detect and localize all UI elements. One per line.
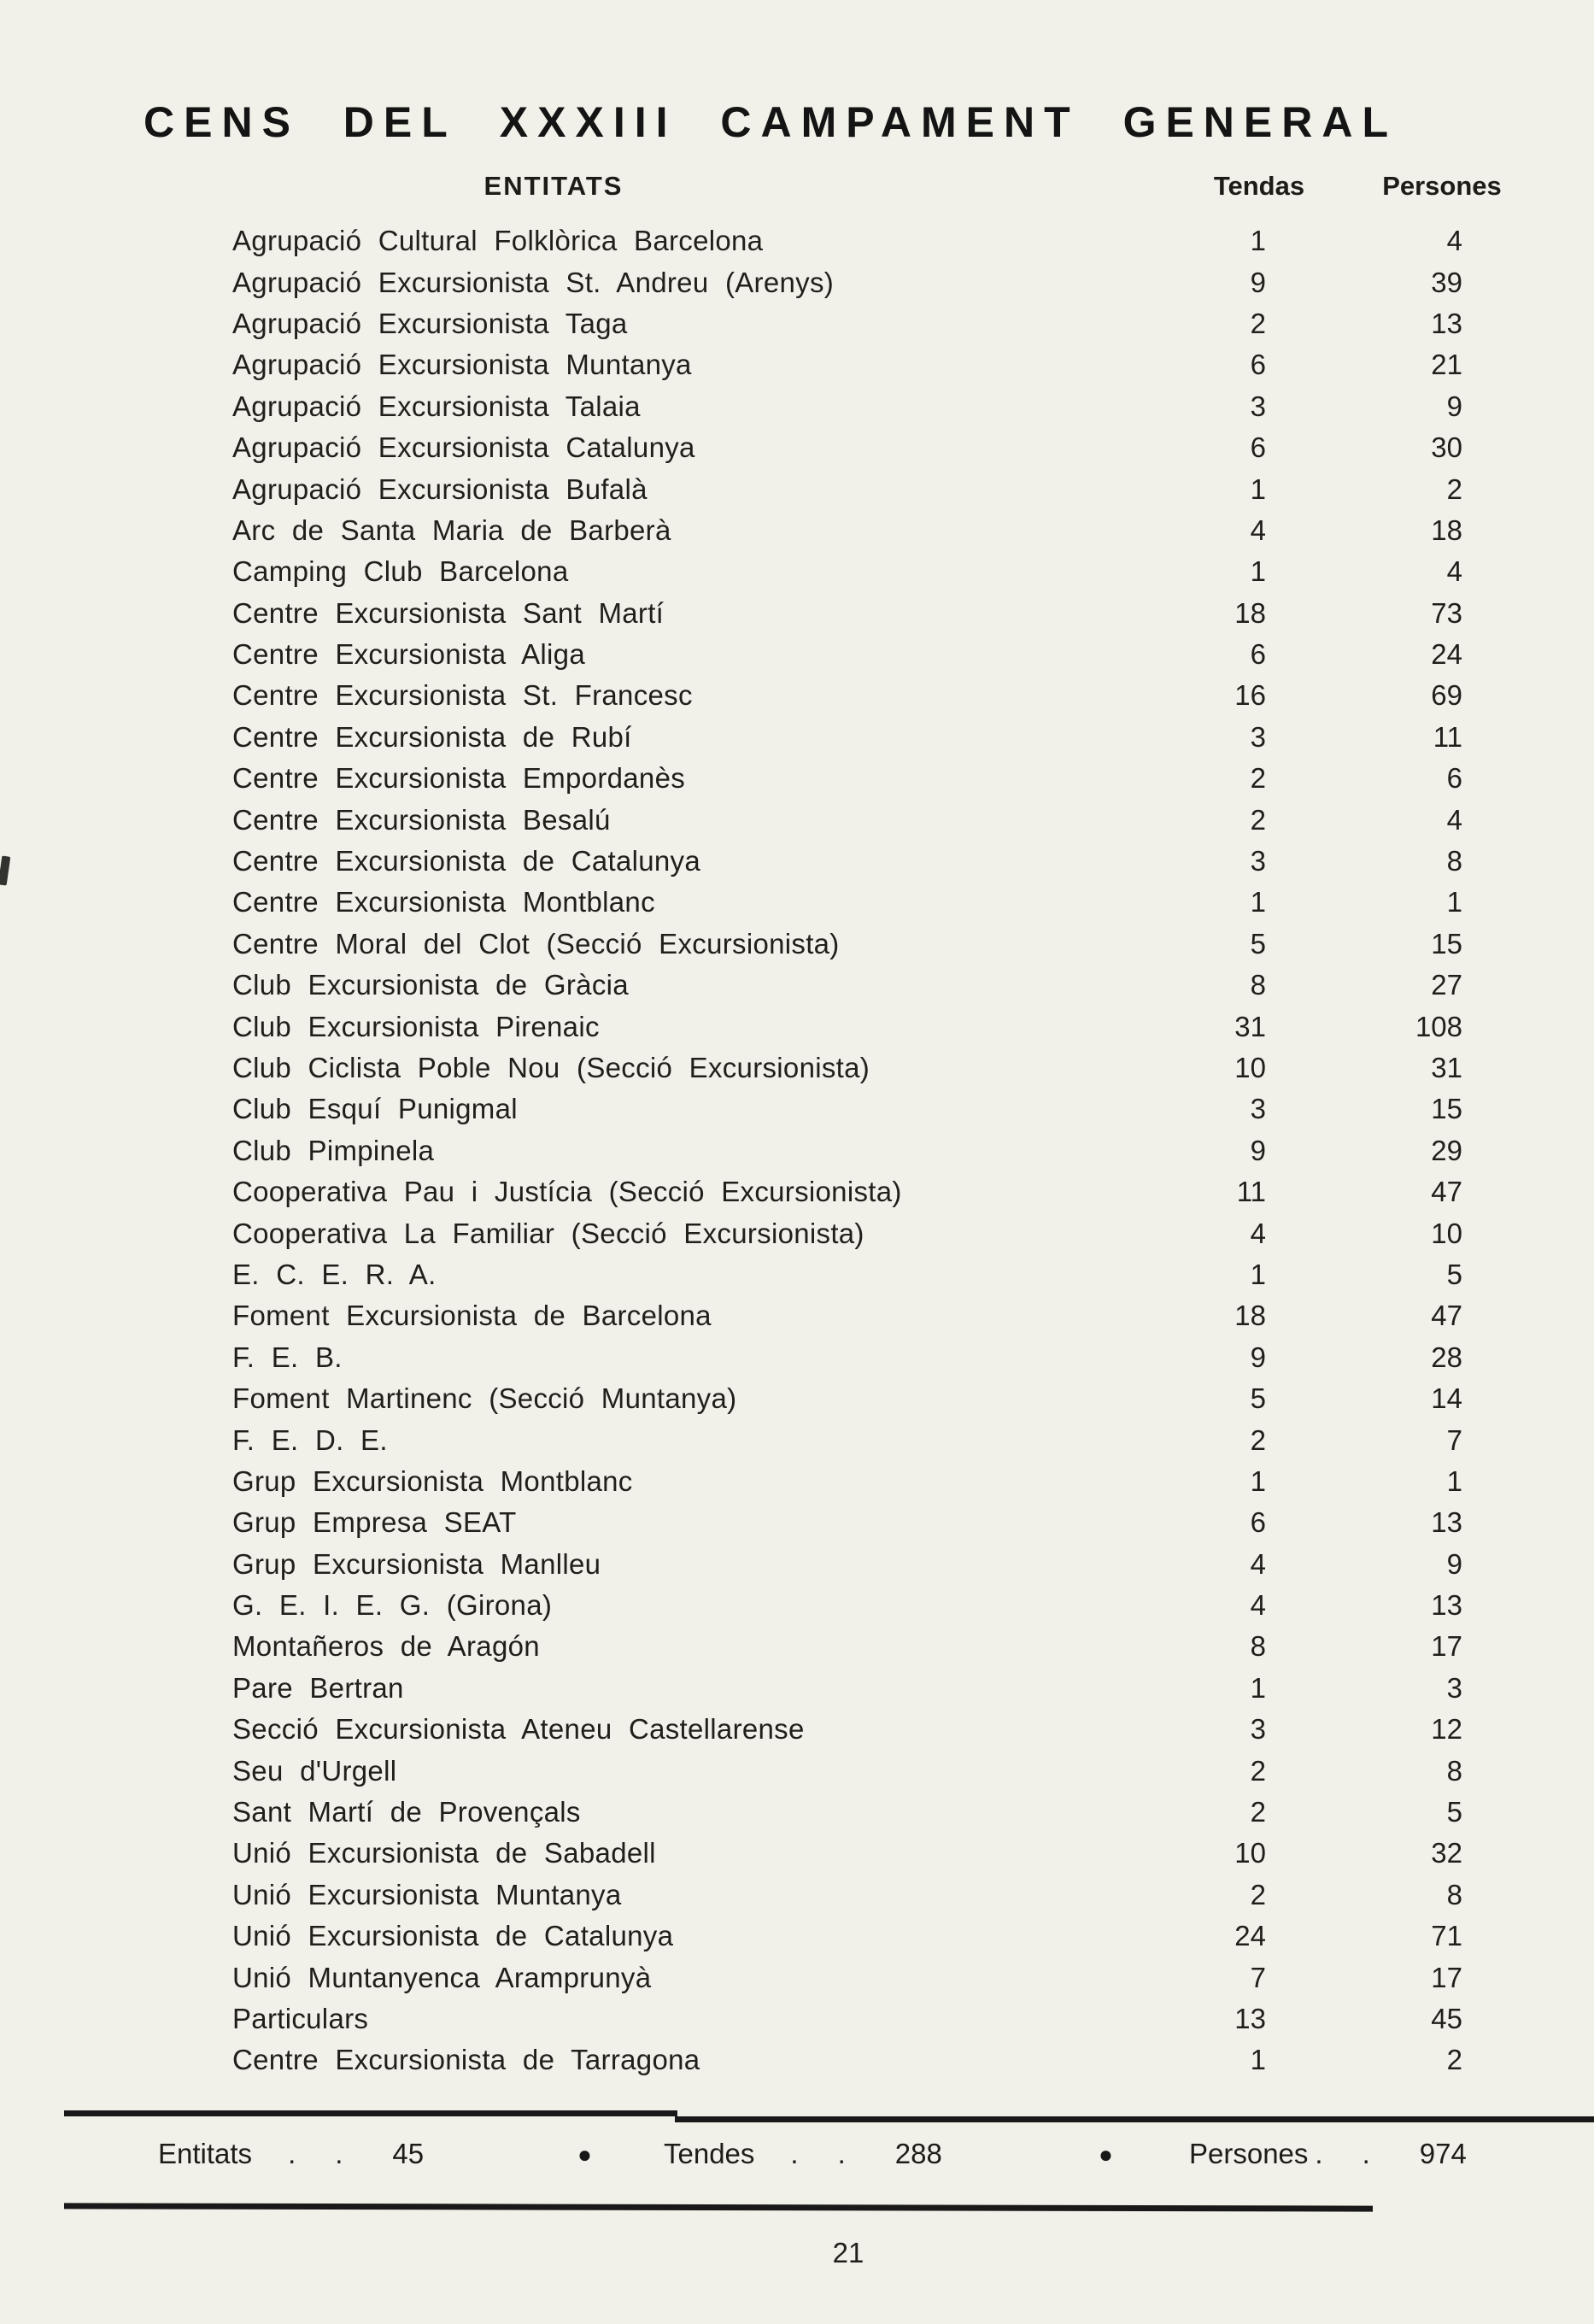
persons-count: 32 bbox=[1431, 1837, 1462, 1869]
leader-dot: . bbox=[837, 2138, 846, 2169]
table-row bbox=[0, 303, 1594, 344]
persons-count: 6 bbox=[1446, 762, 1462, 795]
table-row bbox=[0, 1048, 1594, 1089]
tents-count: 3 bbox=[1250, 390, 1266, 422]
entity-name: Agrupació Cultural Folklòrica Barcelona bbox=[232, 225, 764, 257]
tents-count: 1 bbox=[1250, 2044, 1266, 2076]
table-row bbox=[0, 510, 1594, 551]
persons-count: 2 bbox=[1446, 2044, 1462, 2076]
table-row bbox=[0, 1419, 1594, 1460]
page-title: CENS DEL XXXIII CAMPAMENT GENERAL bbox=[144, 97, 1398, 146]
persons-count: 4 bbox=[1446, 555, 1462, 588]
entity-name: F. E. B. bbox=[232, 1341, 343, 1373]
persons-count: 108 bbox=[1415, 1010, 1462, 1042]
table-row bbox=[0, 717, 1594, 758]
table-row bbox=[0, 1585, 1594, 1626]
persons-count: 47 bbox=[1431, 1176, 1462, 1208]
tents-count: 5 bbox=[1250, 1382, 1266, 1415]
entity-name: Club Esquí Punigmal bbox=[232, 1093, 518, 1125]
table-row bbox=[0, 1378, 1594, 1419]
table-row bbox=[0, 1833, 1594, 1874]
table-row bbox=[0, 551, 1594, 592]
entity-name: Grup Excursionista Montblanc bbox=[232, 1464, 633, 1497]
tents-count: 18 bbox=[1234, 1300, 1266, 1332]
tents-count: 6 bbox=[1250, 431, 1266, 464]
persons-count: 73 bbox=[1431, 596, 1462, 629]
persons-count: 15 bbox=[1431, 1093, 1462, 1125]
entity-name: Arc de Santa Maria de Barberà bbox=[232, 514, 671, 546]
summary-persones-value: 974 bbox=[1419, 2138, 1467, 2169]
summary-entitats bbox=[158, 2138, 424, 2170]
summary-top-rule bbox=[64, 2110, 677, 2116]
persons-count: 30 bbox=[1431, 431, 1462, 464]
tents-count: 9 bbox=[1250, 1134, 1266, 1166]
tents-count: 11 bbox=[1236, 1176, 1266, 1208]
table-row bbox=[0, 1212, 1594, 1253]
persons-count: 13 bbox=[1431, 307, 1462, 339]
tents-count: 2 bbox=[1250, 762, 1266, 795]
entity-name: Cooperativa Pau i Justícia (Secció Excursionista) bbox=[232, 1176, 902, 1208]
persons-count: 8 bbox=[1446, 845, 1462, 877]
tents-count: 1 bbox=[1250, 555, 1266, 588]
tents-count: 9 bbox=[1250, 1341, 1266, 1373]
tents-count: 16 bbox=[1234, 679, 1266, 712]
entity-name: Grup Empresa SEAT bbox=[232, 1506, 517, 1539]
tents-count: 4 bbox=[1250, 1589, 1266, 1622]
table-row bbox=[0, 386, 1594, 427]
persons-count: 24 bbox=[1431, 638, 1462, 671]
entity-name: Unió Excursionista Muntanya bbox=[232, 1878, 622, 1910]
persons-count: 13 bbox=[1431, 1589, 1462, 1622]
tents-count: 6 bbox=[1250, 1506, 1266, 1539]
leader-dot: . bbox=[790, 2138, 799, 2169]
leader-dot: . bbox=[1362, 2138, 1370, 2169]
entity-name: Agrupació Excursionista St. Andreu (Arenys) bbox=[232, 266, 835, 298]
entity-name: Centre Excursionista de Rubí bbox=[232, 720, 632, 753]
table-row bbox=[0, 841, 1594, 882]
tents-count: 1 bbox=[1250, 225, 1266, 257]
entity-name: Centre Excursionista Montblanc bbox=[232, 886, 655, 918]
entity-name: Agrupació Excursionista Catalunya bbox=[232, 431, 695, 464]
leader-dot: . bbox=[288, 2138, 296, 2169]
entity-name: Club Pimpinela bbox=[232, 1134, 435, 1166]
persons-count: 1 bbox=[1446, 886, 1462, 918]
persons-count: 27 bbox=[1431, 969, 1462, 1001]
entity-name: Montañeros de Aragón bbox=[232, 1630, 540, 1663]
tents-count: 4 bbox=[1250, 1217, 1266, 1249]
persons-count: 9 bbox=[1446, 390, 1462, 422]
entity-name: E. C. E. R. A. bbox=[232, 1258, 437, 1290]
tents-count: 3 bbox=[1250, 1093, 1266, 1125]
persons-count: 47 bbox=[1431, 1300, 1462, 1332]
entity-name: Pare Bertran bbox=[232, 1671, 404, 1704]
table-row bbox=[0, 1792, 1594, 1833]
table-row bbox=[0, 634, 1594, 675]
persons-count: 45 bbox=[1431, 2002, 1462, 2034]
table-row bbox=[0, 882, 1594, 923]
tents-count: 24 bbox=[1234, 1920, 1266, 1952]
tents-count: 3 bbox=[1250, 845, 1266, 877]
tents-count: 1 bbox=[1250, 1464, 1266, 1497]
persons-count: 9 bbox=[1446, 1547, 1462, 1580]
entity-name: Centre Excursionista St. Francesc bbox=[232, 679, 693, 712]
leader-dot: . bbox=[1315, 2138, 1323, 2169]
table-row bbox=[0, 1544, 1594, 1585]
entity-name: Foment Martinenc (Secció Muntanya) bbox=[232, 1382, 737, 1415]
summary-tendes-label: Tendes bbox=[664, 2138, 755, 2169]
tents-count: 10 bbox=[1234, 1052, 1266, 1083]
table-row bbox=[0, 1171, 1594, 1212]
entity-name: Agrupació Excursionista Muntanya bbox=[232, 349, 692, 381]
table-row bbox=[0, 427, 1594, 468]
table-row bbox=[0, 675, 1594, 716]
tents-count: 1 bbox=[1250, 1258, 1266, 1290]
persons-count: 28 bbox=[1431, 1341, 1462, 1373]
persons-count: 17 bbox=[1431, 1961, 1462, 1993]
persons-count: 4 bbox=[1446, 803, 1462, 836]
tents-count: 10 bbox=[1234, 1837, 1266, 1869]
table-row bbox=[0, 344, 1594, 385]
tents-count: 2 bbox=[1250, 803, 1266, 836]
table-row bbox=[0, 1626, 1594, 1667]
entity-name: Unió Excursionista de Sabadell bbox=[232, 1837, 656, 1869]
tents-count: 3 bbox=[1250, 720, 1266, 753]
entity-name: Centre Excursionista Sant Martí bbox=[232, 596, 665, 629]
persons-count: 31 bbox=[1431, 1052, 1462, 1083]
page-number: 21 bbox=[832, 2237, 864, 2268]
persons-count: 69 bbox=[1431, 679, 1462, 712]
tents-count: 9 bbox=[1250, 266, 1266, 298]
entity-name: Cooperativa La Familiar (Secció Excursionista) bbox=[232, 1217, 864, 1249]
entity-name: Centre Excursionista Aliga bbox=[232, 638, 585, 671]
tents-count: 1 bbox=[1250, 472, 1266, 505]
tents-count: 1 bbox=[1250, 886, 1266, 918]
table-row bbox=[0, 1089, 1594, 1130]
entity-name: Seu d'Urgell bbox=[232, 1754, 397, 1787]
tents-count: 2 bbox=[1250, 1796, 1266, 1828]
tents-count: 13 bbox=[1234, 2002, 1266, 2034]
tents-count: 7 bbox=[1250, 1961, 1266, 1993]
table-row bbox=[0, 1461, 1594, 1502]
persons-count: 3 bbox=[1446, 1671, 1462, 1704]
entity-name: Centre Excursionista de Catalunya bbox=[232, 845, 700, 877]
entity-name: Foment Excursionista de Barcelona bbox=[232, 1300, 712, 1332]
persons-count: 18 bbox=[1431, 514, 1462, 546]
persons-count: 8 bbox=[1446, 1878, 1462, 1910]
table-row bbox=[0, 758, 1594, 799]
persons-count: 29 bbox=[1431, 1134, 1462, 1166]
persons-count: 13 bbox=[1431, 1506, 1462, 1539]
table-row bbox=[0, 593, 1594, 634]
table-row bbox=[0, 1750, 1594, 1791]
separator-dot-icon: ● bbox=[577, 2141, 592, 2168]
summary-entitats-value: 45 bbox=[392, 2138, 425, 2169]
persons-count: 8 bbox=[1446, 1754, 1462, 1787]
table-row bbox=[0, 1998, 1594, 2039]
tents-count: 8 bbox=[1250, 969, 1266, 1001]
entity-name: Agrupació Excursionista Bufalà bbox=[232, 472, 648, 505]
tents-count: 31 bbox=[1234, 1010, 1266, 1042]
separator-dot-icon: ● bbox=[1099, 2141, 1113, 2168]
persons-count: 1 bbox=[1446, 1464, 1462, 1497]
table-row bbox=[0, 1295, 1594, 1336]
summary-tendes-value: 288 bbox=[894, 2138, 942, 2169]
tents-count: 3 bbox=[1250, 1713, 1266, 1746]
summary-top-rule-segment bbox=[675, 2116, 1594, 2122]
table-row bbox=[0, 1337, 1594, 1378]
persons-count: 5 bbox=[1446, 1796, 1462, 1828]
persons-count: 10 bbox=[1431, 1217, 1462, 1249]
table-row bbox=[0, 468, 1594, 509]
entity-name: Club Ciclista Poble Nou (Secció Excursionista) bbox=[232, 1052, 870, 1083]
entity-name: Centre Excursionista de Tarragona bbox=[232, 2044, 700, 2076]
persons-count: 11 bbox=[1433, 720, 1462, 753]
table-row bbox=[0, 1254, 1594, 1295]
persons-count: 71 bbox=[1431, 1920, 1462, 1952]
summary-tendes bbox=[664, 2138, 942, 2170]
table-row bbox=[0, 1957, 1594, 1998]
table-row bbox=[0, 1130, 1594, 1171]
table-row bbox=[0, 1006, 1594, 1047]
tents-count: 2 bbox=[1250, 1878, 1266, 1910]
column-header-tendas: Tendas bbox=[1213, 171, 1305, 201]
tents-count: 2 bbox=[1250, 1423, 1266, 1456]
table-row bbox=[0, 220, 1594, 261]
tents-count: 6 bbox=[1250, 349, 1266, 381]
summary-persones bbox=[1189, 2138, 1467, 2170]
tents-count: 6 bbox=[1250, 638, 1266, 671]
summary-bottom-rule bbox=[64, 2203, 1373, 2211]
entity-name: Agrupació Excursionista Taga bbox=[232, 307, 628, 339]
column-header-entitats: ENTITATS bbox=[483, 171, 624, 201]
persons-count: 39 bbox=[1431, 266, 1462, 298]
table-row bbox=[0, 1502, 1594, 1543]
tents-count: 5 bbox=[1250, 927, 1266, 960]
leader-dot: . bbox=[335, 2138, 343, 2169]
tents-count: 2 bbox=[1250, 1754, 1266, 1787]
table-row bbox=[0, 1668, 1594, 1709]
persons-count: 7 bbox=[1446, 1423, 1462, 1456]
entity-name: Camping Club Barcelona bbox=[232, 555, 569, 588]
persons-count: 12 bbox=[1431, 1713, 1462, 1746]
entity-name: Club Excursionista de Gràcia bbox=[232, 969, 629, 1001]
entity-name: Unió Muntanyenca Aramprunyà bbox=[232, 1961, 652, 1993]
table-row bbox=[0, 1709, 1594, 1750]
entity-name: Club Excursionista Pirenaic bbox=[232, 1010, 600, 1042]
persons-count: 17 bbox=[1431, 1630, 1462, 1663]
tents-count: 4 bbox=[1250, 514, 1266, 546]
persons-count: 15 bbox=[1431, 927, 1462, 960]
persons-count: 21 bbox=[1431, 349, 1462, 381]
entity-name: Agrupació Excursionista Talaia bbox=[232, 390, 641, 422]
table-row bbox=[0, 799, 1594, 840]
persons-count: 14 bbox=[1431, 1382, 1462, 1415]
census-table bbox=[0, 220, 1594, 2081]
table-row bbox=[0, 1916, 1594, 1957]
table-row bbox=[0, 965, 1594, 1006]
entity-name: Secció Excursionista Ateneu Castellarense bbox=[232, 1713, 805, 1746]
summary-entitats-label: Entitats bbox=[158, 2138, 253, 2169]
persons-count: 4 bbox=[1446, 225, 1462, 257]
table-row bbox=[0, 261, 1594, 302]
entity-name: Sant Martí de Provençals bbox=[232, 1796, 581, 1828]
tents-count: 8 bbox=[1250, 1630, 1266, 1663]
entity-name: G. E. I. E. G. (Girona) bbox=[232, 1589, 553, 1622]
persons-count: 2 bbox=[1446, 472, 1462, 505]
column-header-persones: Persones bbox=[1382, 171, 1502, 201]
tents-count: 1 bbox=[1250, 1671, 1266, 1704]
summary-persones-label: Persones bbox=[1189, 2138, 1309, 2169]
table-row bbox=[0, 924, 1594, 965]
tents-count: 18 bbox=[1234, 596, 1266, 629]
entity-name: Grup Excursionista Manlleu bbox=[232, 1547, 601, 1580]
entity-name: Centre Excursionista Besalú bbox=[232, 803, 611, 836]
entity-name: Centre Excursionista Empordanès bbox=[232, 762, 686, 795]
entity-name: F. E. D. E. bbox=[232, 1423, 388, 1456]
tents-count: 2 bbox=[1250, 307, 1266, 339]
entity-name: Particulars bbox=[232, 2002, 369, 2034]
table-row bbox=[0, 1875, 1594, 1916]
persons-count: 5 bbox=[1446, 1258, 1462, 1290]
entity-name: Unió Excursionista de Catalunya bbox=[232, 1920, 674, 1952]
tents-count: 4 bbox=[1250, 1547, 1266, 1580]
table-row bbox=[0, 2039, 1594, 2080]
entity-name: Centre Moral del Clot (Secció Excursionista) bbox=[232, 927, 840, 960]
